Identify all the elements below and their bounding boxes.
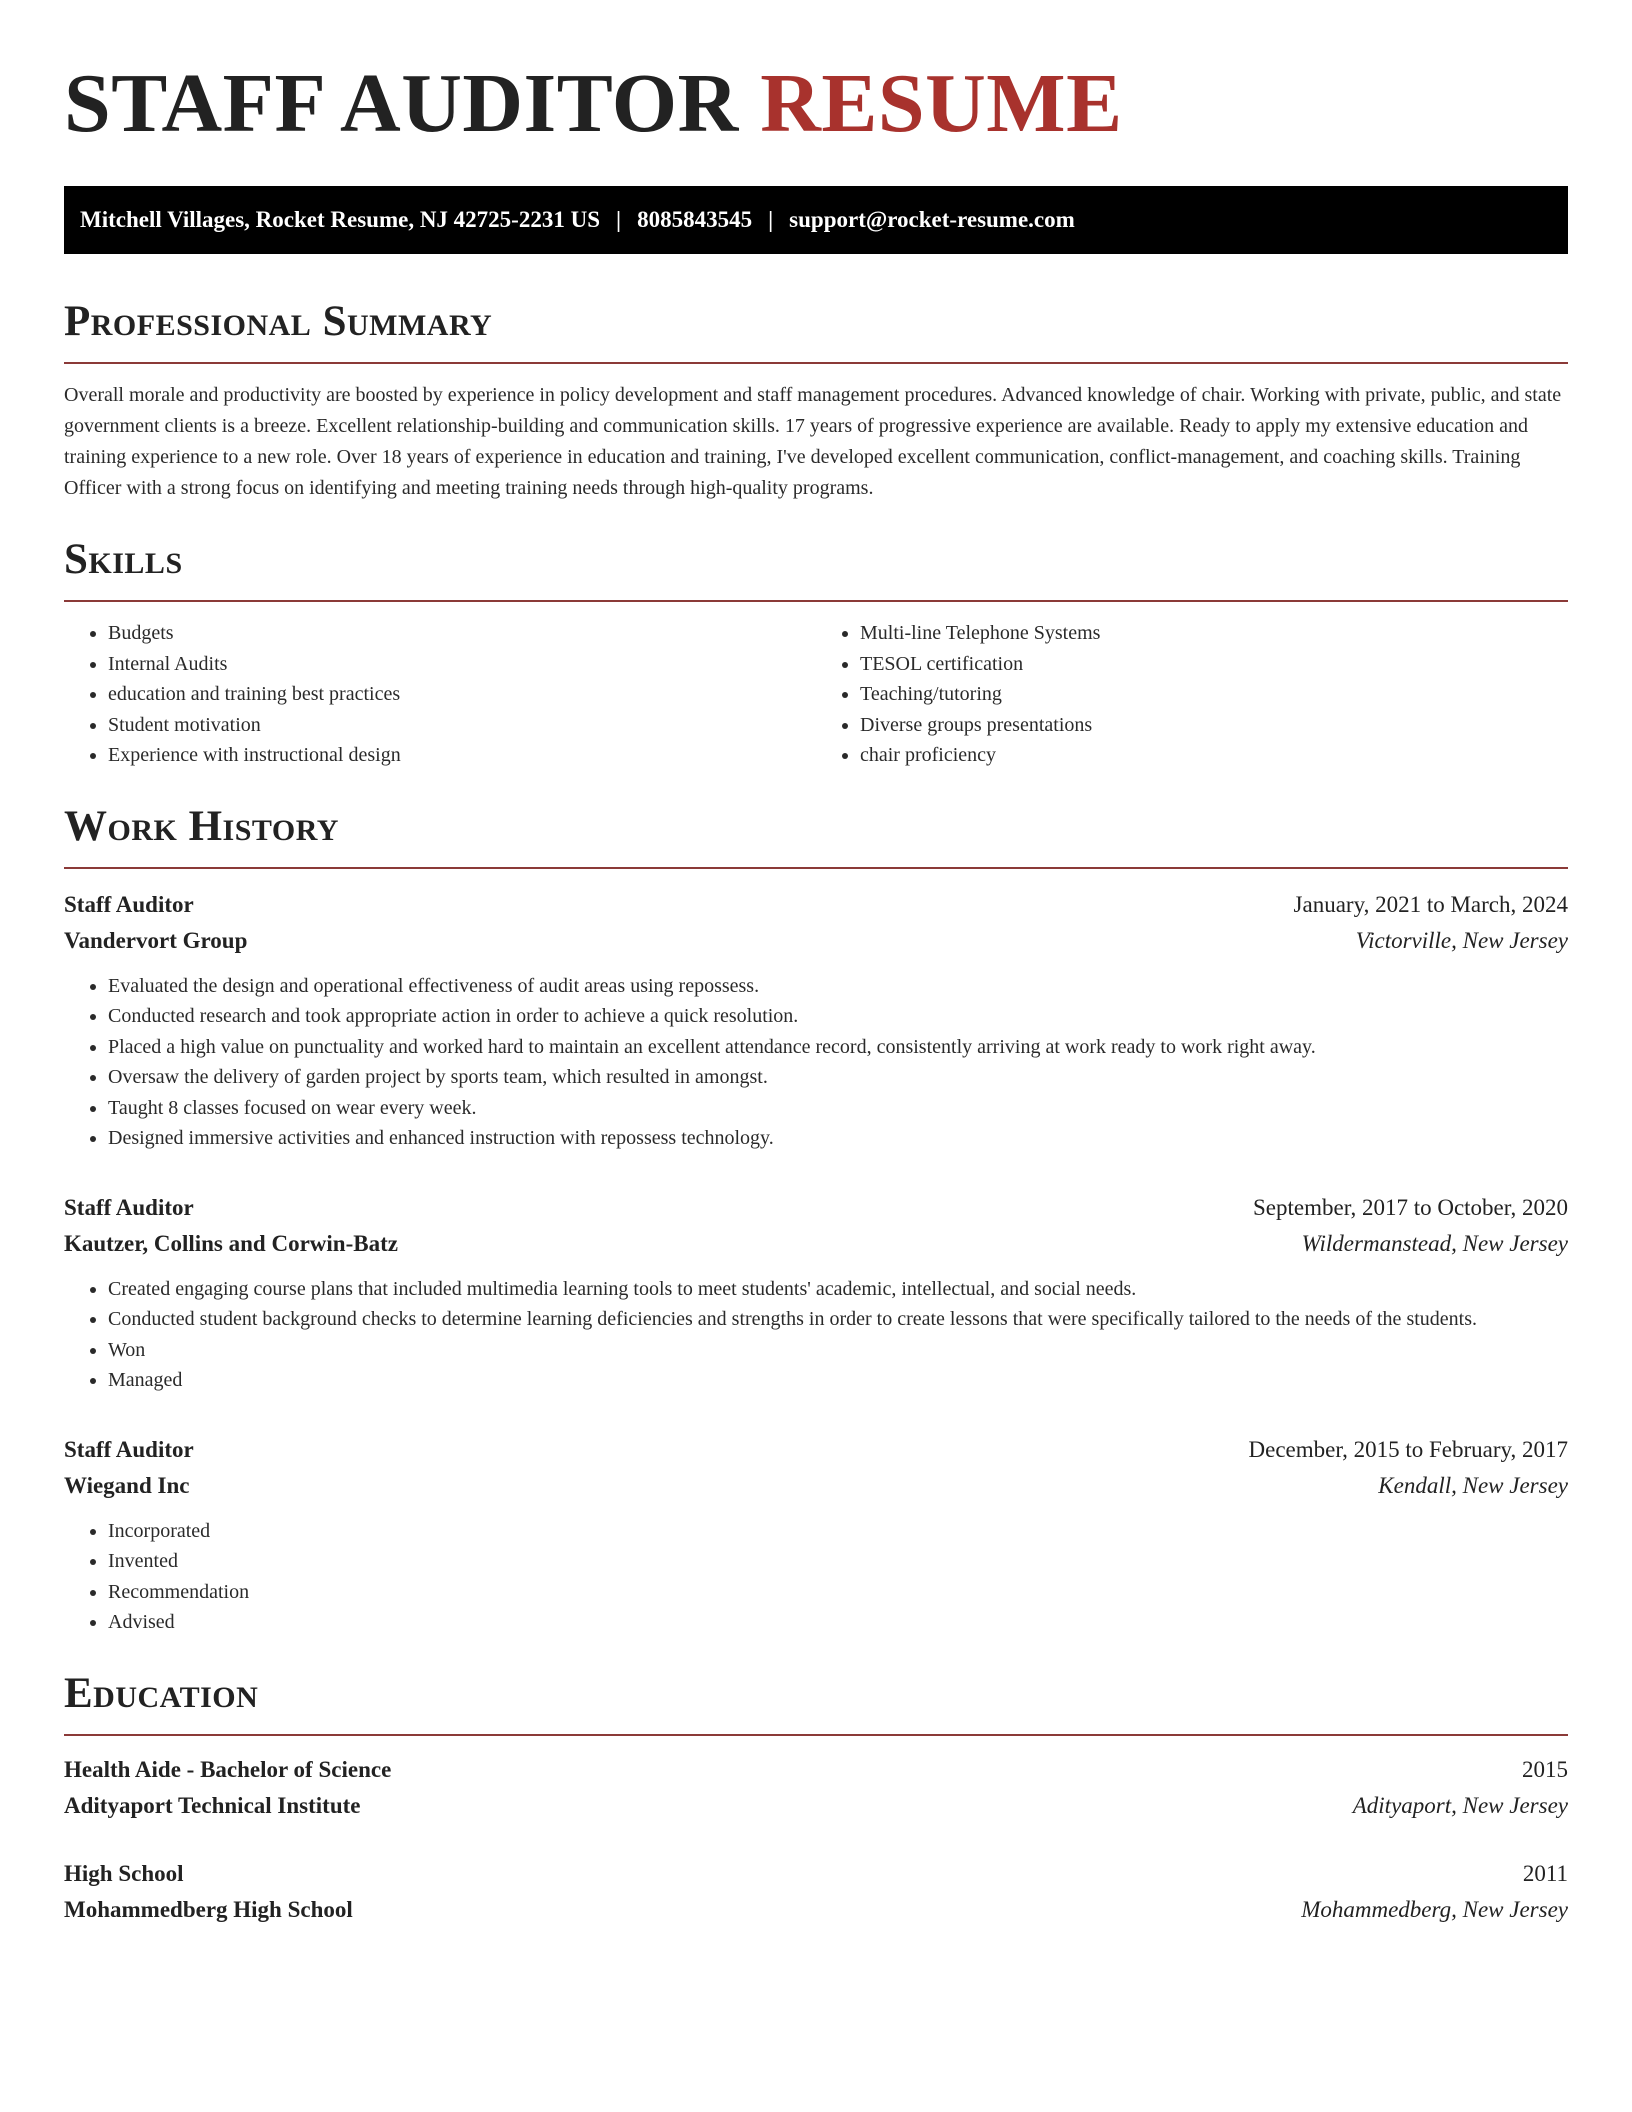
job-company: Kautzer, Collins and Corwin-Batz (64, 1230, 398, 1256)
job-header-row (64, 1190, 1568, 1226)
job-bullets (64, 1274, 1568, 1396)
contact-address: Mitchell Villages, Rocket Resume, NJ 42725-2231 US (80, 207, 600, 232)
summary-section (64, 296, 1568, 504)
skill-item: • Student motivation (108, 710, 816, 741)
education-degree-row (64, 1752, 1568, 1788)
skill-item: • Internal Audits (108, 649, 816, 680)
title-main: STAFF AUDITOR (64, 57, 739, 150)
skills-column-right (816, 618, 1568, 771)
section-divider (64, 362, 1568, 364)
skill-item: • education and training best practices (108, 679, 816, 710)
job-bullet: • Recommendation (108, 1577, 1568, 1608)
resume-title (64, 56, 1568, 152)
contact-separator: | (768, 207, 774, 232)
contact-phone: 8085843545 (637, 207, 753, 232)
job-location: Wildermanstead, New Jersey (1301, 1230, 1568, 1256)
job-company-row (64, 923, 1568, 959)
job-bullets (64, 1516, 1568, 1638)
contact-bar (64, 186, 1568, 254)
job-bullet: • Incorporated (108, 1516, 1568, 1547)
education-location: Adityaport, New Jersey (1352, 1792, 1568, 1818)
skills-list-right (816, 618, 1568, 771)
education-school-row (64, 1892, 1568, 1928)
education-degree-row (64, 1856, 1568, 1892)
job-company-row (64, 1226, 1568, 1262)
job-location: Kendall, New Jersey (1378, 1472, 1568, 1498)
job-bullet: • Invented (108, 1546, 1568, 1577)
section-heading-summary: Professional Summary (64, 298, 493, 345)
skill-item: • Multi-line Telephone Systems (860, 618, 1568, 649)
education-year: 2011 (1522, 1860, 1568, 1886)
section-divider (64, 1734, 1568, 1736)
education-entry (64, 1752, 1568, 1824)
education-entry (64, 1856, 1568, 1928)
job-entry (64, 887, 1568, 1154)
contact-separator: | (616, 207, 622, 232)
job-bullet: • Evaluated the design and operational effectiveness of audit areas using repossess. (108, 971, 1568, 1002)
job-dates: January, 2021 to March, 2024 (1293, 891, 1568, 917)
education-degree: High School (64, 1860, 184, 1886)
job-bullet: • Created engaging course plans that included multimedia learning tools to meet students' academic, intellectual, and social needs. (108, 1274, 1568, 1305)
skills-list-left (64, 618, 816, 771)
skills-grid (64, 618, 1568, 771)
education-degree: Health Aide - Bachelor of Science (64, 1756, 392, 1782)
skill-item: • Budgets (108, 618, 816, 649)
work-history-section (64, 801, 1568, 1638)
education-school-row (64, 1788, 1568, 1824)
education-school: Mohammedberg High School (64, 1896, 353, 1922)
job-company: Vandervort Group (64, 927, 248, 953)
job-header-row (64, 1432, 1568, 1468)
education-school: Adityaport Technical Institute (64, 1792, 361, 1818)
job-bullet: • Advised (108, 1607, 1568, 1638)
job-title: Staff Auditor (64, 891, 194, 917)
job-header-row (64, 887, 1568, 923)
job-bullets (64, 971, 1568, 1154)
skill-item: • TESOL certification (860, 649, 1568, 680)
job-bullet: • Conducted student background checks to determine learning deficiencies and strengths in order to create lessons that were specifically tailored to the needs of the students. (108, 1304, 1568, 1335)
skill-item: • Teaching/tutoring (860, 679, 1568, 710)
job-bullet: • Conducted research and took appropriate action in order to achieve a quick resolution. (108, 1001, 1568, 1032)
education-section (64, 1668, 1568, 1928)
job-entry (64, 1432, 1568, 1638)
job-company-row (64, 1468, 1568, 1504)
section-divider (64, 600, 1568, 602)
skill-item: • chair proficiency (860, 740, 1568, 771)
summary-text: Overall morale and productivity are boosted by experience in policy development and staff management procedures. Advanced knowledge of chair. Working with private, public, and state government clients is a breeze. Excellent relationship-building and communication skills. 17 years of progressive experience are available. Ready to apply my extensive education and training experience to a new role. Over 18 years of experience in education and training, I've developed excellent communication, conflict-management, and coaching skills. Training Officer with a strong focus on identifying and meeting training needs through high-quality programs. (64, 384, 1562, 499)
education-year: 2015 (1522, 1756, 1568, 1782)
job-title: Staff Auditor (64, 1194, 194, 1220)
title-accent: RESUME (760, 57, 1123, 150)
job-title: Staff Auditor (64, 1436, 194, 1462)
education-location: Mohammedberg, New Jersey (1301, 1896, 1568, 1922)
section-heading-work-history: Work History (64, 802, 339, 850)
job-bullet: • Designed immersive activities and enhanced instruction with repossess technology. (108, 1123, 1568, 1154)
section-heading-education: Education (64, 1669, 259, 1717)
job-dates: September, 2017 to October, 2020 (1253, 1194, 1568, 1220)
section-divider (64, 867, 1568, 869)
job-location: Victorville, New Jersey (1355, 927, 1568, 953)
job-entry (64, 1190, 1568, 1396)
job-bullet: • Managed (108, 1365, 1568, 1396)
job-bullet: • Won (108, 1335, 1568, 1366)
job-dates: December, 2015 to February, 2017 (1248, 1436, 1568, 1462)
job-bullet: • Placed a high value on punctuality and worked hard to maintain an excellent attendance record, consistently arriving at work ready to work right away. (108, 1032, 1568, 1063)
section-heading-skills: Skills (64, 536, 183, 583)
job-bullet: • Taught 8 classes focused on wear every week. (108, 1093, 1568, 1124)
skills-column-left (64, 618, 816, 771)
contact-email: support@rocket-resume.com (789, 207, 1075, 232)
skills-section (64, 534, 1568, 771)
skill-item: • Diverse groups presentations (860, 710, 1568, 741)
job-company: Wiegand Inc (64, 1472, 190, 1498)
job-bullet: • Oversaw the delivery of garden project by sports team, which resulted in amongst. (108, 1062, 1568, 1093)
skill-item: • Experience with instructional design (108, 740, 816, 771)
